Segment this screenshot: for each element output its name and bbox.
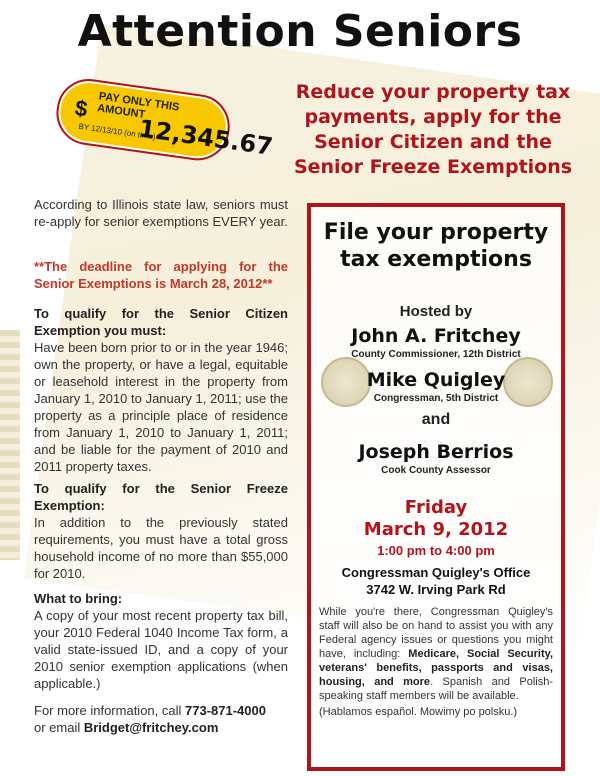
event-box: [307, 203, 565, 771]
citizen-heading: To qualify for the Senior Citizen Exemption you must:: [34, 306, 288, 338]
event-day: Friday: [404, 497, 468, 518]
badge-amount: 12,345.67: [136, 114, 275, 161]
page-title: Attention Seniors: [77, 6, 523, 57]
assistance-text-1: While you're there, Congressman Quigley's staff will also be on hand to assist you with any Federal agency issues or questions you might have, including:: [319, 606, 553, 660]
email-prefix: or email: [34, 720, 84, 735]
assistance-text-2: . Spanish and Polish-speaking staff members will be available.: [319, 676, 553, 702]
and-label: and: [421, 411, 451, 428]
phone-number[interactable]: 773-871-4000: [185, 703, 266, 718]
office-address: 3742 W. Irving Park Rd: [366, 582, 506, 597]
deadline-notice: **The deadline for applying for the Senior Exemptions is March 28, 2012**: [34, 259, 288, 291]
host1-role: County Commissioner, 12th District: [351, 349, 521, 360]
assistance-paragraph: [319, 605, 553, 719]
email-link[interactable]: Bridget@fritchey.com: [83, 720, 219, 735]
languages-note: (Hablamos español. Mowimy po polsku.): [319, 706, 518, 718]
contact-info: [34, 702, 288, 736]
freeze-heading: To qualify for the Senior Freeze Exemption:: [34, 481, 288, 513]
host1-name: John A. Fritchey: [351, 325, 521, 347]
badge-pay-only-label: PAY ONLY THIS AMOUNT: [96, 90, 181, 121]
background-bill-edge: [0, 330, 20, 560]
bring-heading: What to bring:: [34, 591, 123, 606]
citizen-body: Have been born prior to or in the year 1946; own the property, or have a legal, equitable or leasehold interest in the property from January 1, 2010 to January 1, 2011; use the property as a principle place of residence from January 1, 2010 to January 1, 2011; and be liable for the payment of 2010 and 2011 property taxes.: [34, 340, 288, 474]
info-prefix: For more information, call: [34, 703, 185, 718]
host2-name: Mike Quigley: [366, 369, 506, 391]
host3-name: Joseph Berrios: [358, 441, 514, 463]
assistance-topics: Medicare, Social Security, veterans' benefits, passports and visas, housing, and more: [319, 648, 553, 688]
event-title: File your property tax exemptions: [323, 220, 549, 272]
intro-paragraph: According to Illinois state law, seniors must re-apply for senior exemptions EVERY year.: [34, 197, 288, 229]
bring-body: A copy of your most recent property tax bill, your 2010 Federal 1040 Income Tax form, a valid state-issued ID, and a copy of your 2010 senior exemption applications (when applicable.): [34, 608, 288, 691]
event-time: 1:00 pm to 4:00 pm: [377, 543, 495, 558]
badge-dollar-sign: $: [73, 95, 89, 122]
badge-shape: [52, 75, 275, 165]
host2-role: Congressman, 5th District: [373, 393, 499, 404]
headline: Reduce your property tax payments, apply for the Senior Citizen and the Senior Freeze Exemptions: [293, 81, 573, 178]
office-name: Congressman Quigley's Office: [341, 565, 531, 580]
event-location: [311, 564, 561, 598]
host3-role: Cook County Assessor: [381, 465, 491, 476]
freeze-section: [34, 480, 288, 582]
hosted-by-label: Hosted by: [399, 303, 473, 320]
bring-section: [34, 590, 288, 692]
citizen-section: [34, 305, 288, 475]
freeze-body: In addition to the previously stated requirements, you must have a total gross household income of no more than $55,000 for 2010.: [34, 515, 288, 581]
event-date: March 9, 2012: [363, 519, 509, 540]
badge-due-date: BY 12/13/10 (on time): [77, 121, 157, 142]
